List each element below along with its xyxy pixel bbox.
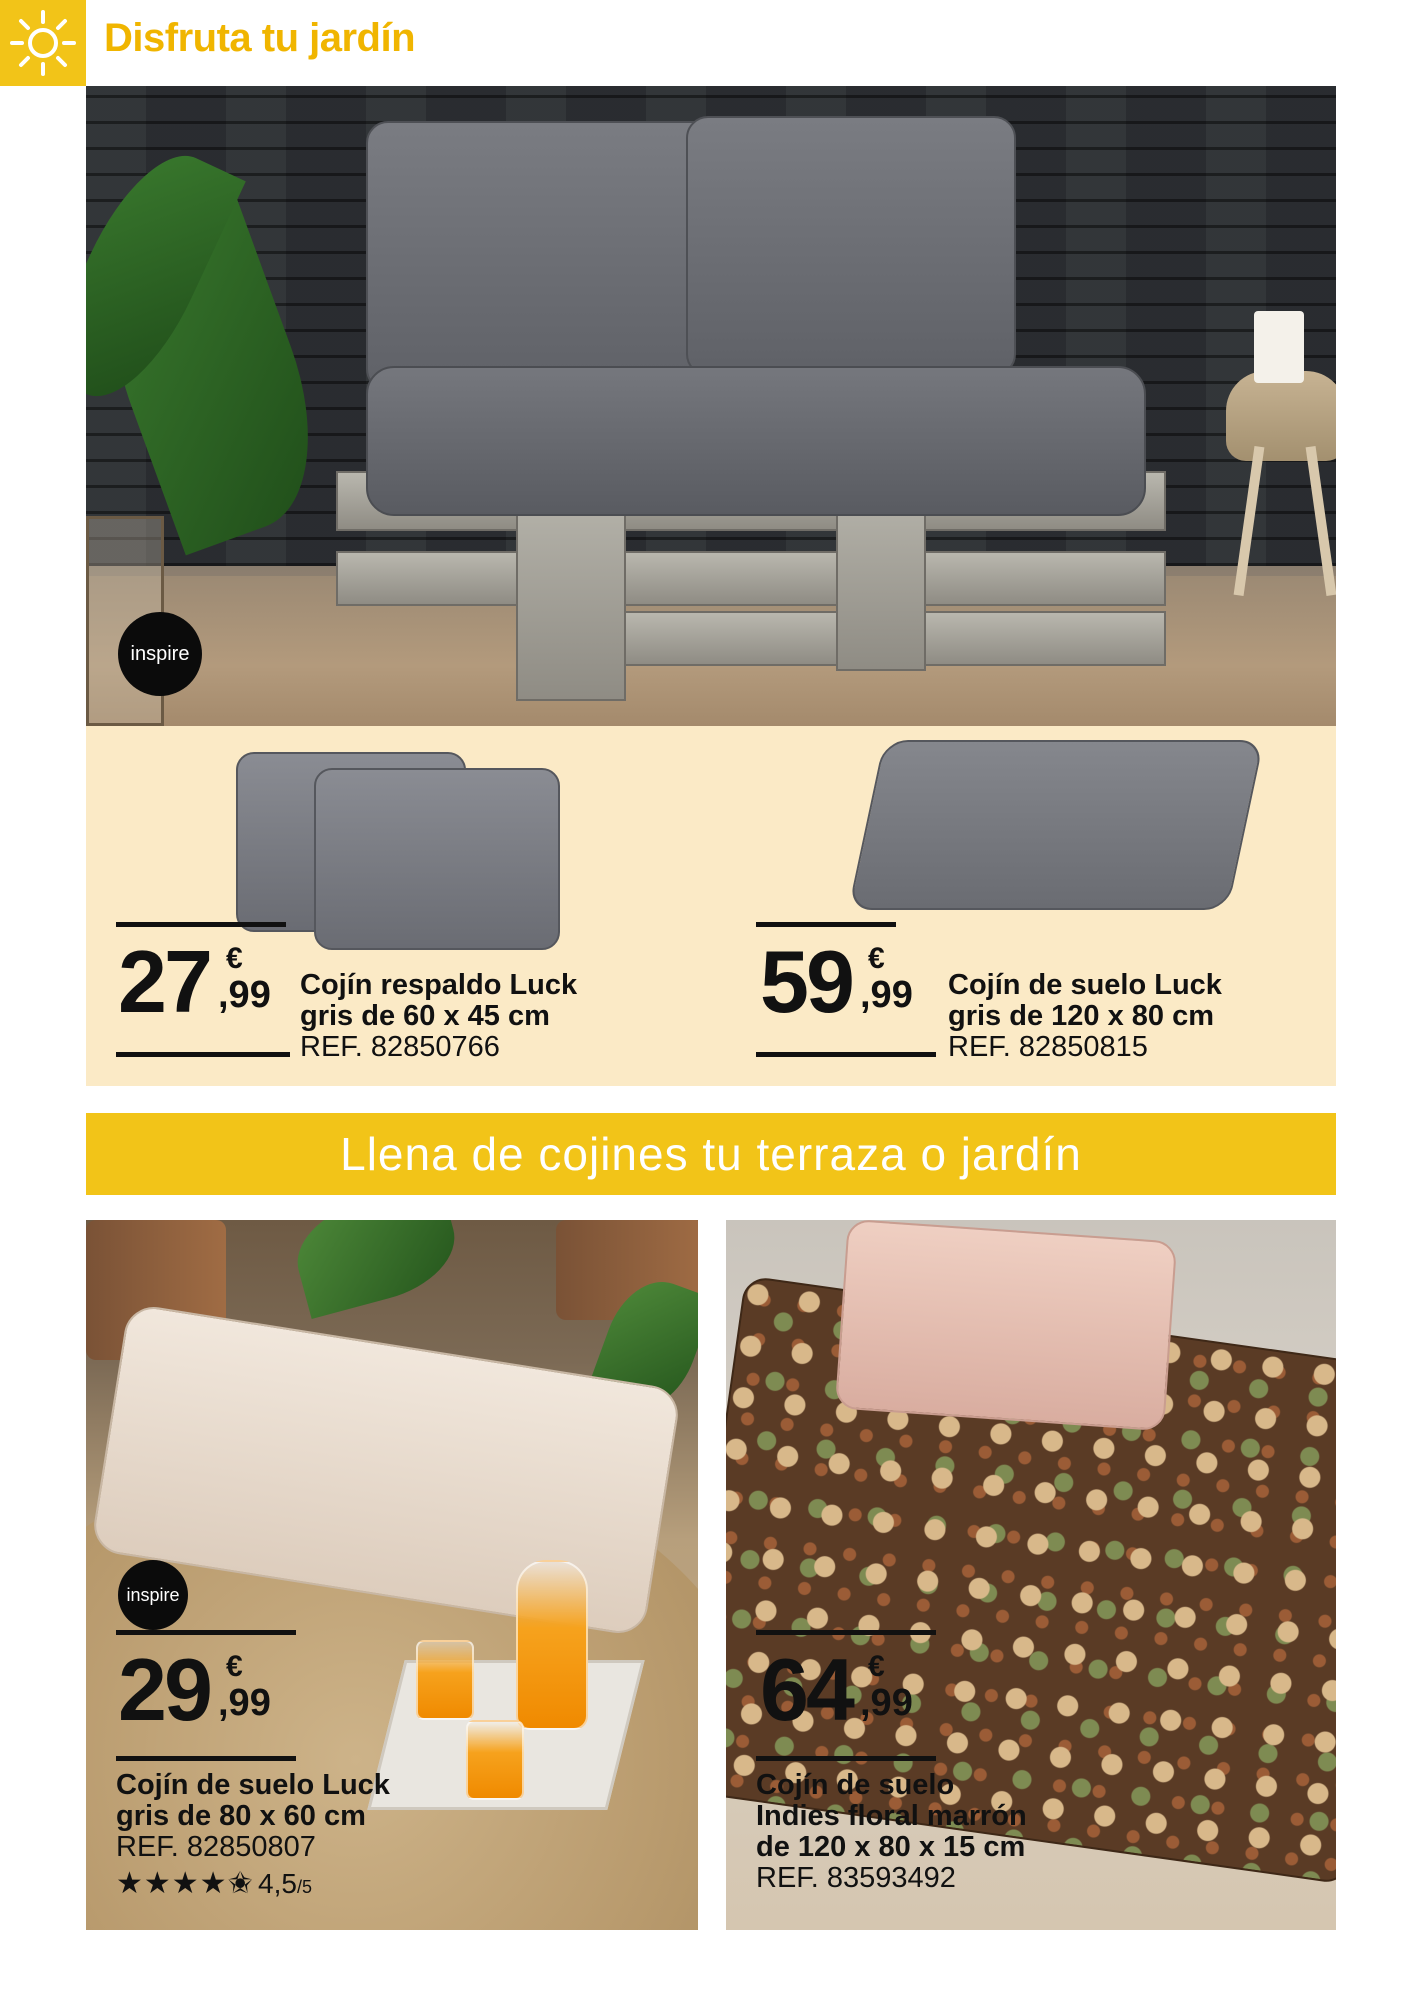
inspire-badge: inspire xyxy=(118,1560,188,1630)
price xyxy=(118,1640,271,1739)
inspire-badge: inspire xyxy=(118,612,202,696)
product-style: Indies floral marrón xyxy=(756,1800,1027,1832)
hero-photo xyxy=(86,86,1336,726)
price-integer: 29 xyxy=(118,1640,210,1739)
pink-pillow xyxy=(835,1220,1177,1431)
seat-cushion xyxy=(366,366,1146,516)
currency: € xyxy=(868,942,885,975)
product-size: gris de 80 x 60 cm xyxy=(116,1800,366,1832)
price-integer: 59 xyxy=(760,932,852,1031)
product-description xyxy=(116,1770,390,1863)
product-ref: REF. 82850815 xyxy=(948,1031,1148,1063)
price-rule-bottom xyxy=(116,1756,296,1761)
product-name: Cojín de suelo Luck xyxy=(948,969,1222,1001)
price-integer: 27 xyxy=(118,932,210,1031)
price-rule-top xyxy=(756,1630,936,1635)
product-size: gris de 120 x 80 cm xyxy=(948,1000,1214,1032)
backrest-cushion xyxy=(366,121,716,391)
product-ref: REF. 82850807 xyxy=(116,1831,316,1863)
juice-carafe xyxy=(516,1560,588,1730)
currency: € xyxy=(226,942,243,975)
product-description xyxy=(948,970,1222,1063)
candle xyxy=(1254,311,1304,383)
rating-stars: ★★★★✬ xyxy=(116,1867,254,1900)
juice-glass xyxy=(416,1640,474,1720)
rating-max: /5 xyxy=(296,1877,312,1897)
price-rule-bottom xyxy=(116,1052,290,1057)
product-name: Cojín respaldo Luck xyxy=(300,969,578,1001)
currency: € xyxy=(226,1650,243,1683)
price xyxy=(118,932,271,1031)
rating-value: 4,5/5 xyxy=(258,1868,312,1899)
price-rule-top xyxy=(756,922,896,927)
price-decimal: ,99 xyxy=(860,1682,913,1724)
price-decimal: ,99 xyxy=(860,974,913,1016)
price xyxy=(760,1640,913,1739)
product-ref: REF. 82850766 xyxy=(300,1031,500,1063)
product-image-floor-cushion xyxy=(848,740,1264,910)
product-description xyxy=(756,1770,1027,1894)
price-decimal: ,99 xyxy=(218,1682,271,1724)
product-name: Cojín de suelo Luck xyxy=(116,1769,390,1801)
price xyxy=(760,932,913,1031)
product-description xyxy=(300,970,577,1063)
juice-glass xyxy=(466,1720,524,1800)
page-title: Disfruta tu jardín xyxy=(104,16,416,60)
price-integer: 64 xyxy=(760,1640,852,1739)
product-size: de 120 x 80 x 15 cm xyxy=(756,1831,1026,1863)
product-size: gris de 60 x 45 cm xyxy=(300,1000,550,1032)
sun-icon xyxy=(8,8,78,78)
price-decimal: ,99 xyxy=(218,974,271,1016)
section-banner: Llena de cojines tu terraza o jardín xyxy=(86,1113,1336,1195)
backrest-cushion xyxy=(686,116,1016,376)
product-ref: REF. 83593492 xyxy=(756,1862,956,1894)
currency: € xyxy=(868,1650,885,1683)
fern-leaf xyxy=(286,1220,466,1319)
price-rule-top xyxy=(116,1630,296,1635)
product-image-backrest xyxy=(314,768,560,950)
product-name: Cojín de suelo xyxy=(756,1769,955,1801)
rattan-stool xyxy=(1226,371,1336,461)
price-rule-top xyxy=(116,922,286,927)
price-rule-bottom xyxy=(756,1756,936,1761)
sun-icon-box xyxy=(0,0,86,86)
price-rule-bottom xyxy=(756,1052,936,1057)
